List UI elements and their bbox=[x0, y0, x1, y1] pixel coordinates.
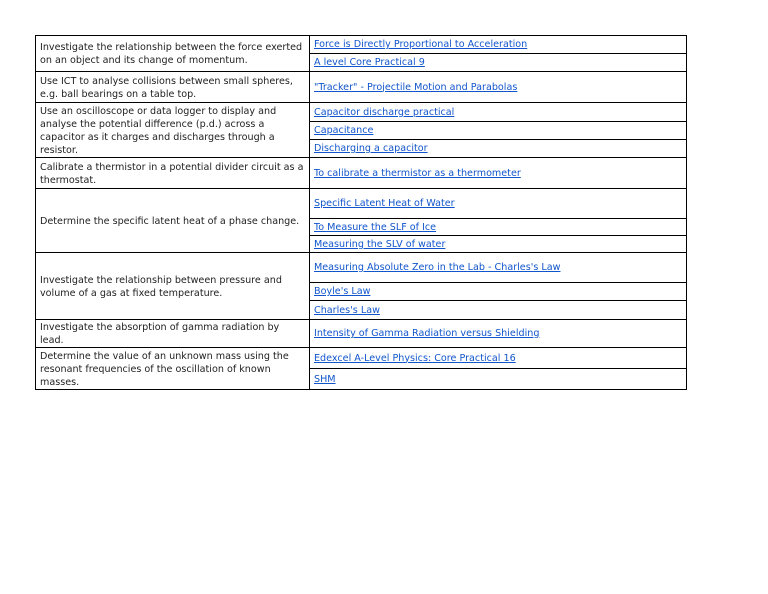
practical-description: Calibrate a thermistor in a potential divider circuit as a thermostat. bbox=[36, 158, 310, 189]
link-row bbox=[310, 73, 686, 102]
table-row bbox=[36, 36, 687, 72]
practical-description: Determine the value of an unknown mass using the resonant frequencies of the oscillation of known masses. bbox=[36, 348, 310, 390]
resource-link[interactable]: Capacitance bbox=[314, 125, 374, 136]
link-row bbox=[310, 218, 686, 235]
table-row bbox=[36, 72, 687, 103]
resource-link[interactable]: Measuring Absolute Zero in the Lab - Charles's Law bbox=[314, 262, 561, 273]
link-row bbox=[310, 253, 686, 282]
link-row bbox=[310, 189, 686, 218]
practical-links-cell bbox=[310, 320, 687, 348]
practical-links-cell bbox=[310, 36, 687, 72]
practicals-table bbox=[35, 35, 687, 390]
table-row bbox=[36, 320, 687, 348]
resource-link[interactable]: Edexcel A-Level Physics: Core Practical 16 bbox=[314, 352, 516, 364]
link-row bbox=[310, 368, 686, 389]
link-row bbox=[310, 121, 686, 139]
resource-link[interactable]: Specific Latent Heat of Water bbox=[314, 198, 455, 209]
practical-description: Investigate the relationship between the force exerted on an object and its change of momentum. bbox=[36, 36, 310, 72]
link-row bbox=[310, 282, 686, 300]
table-row bbox=[36, 189, 687, 253]
resource-link[interactable]: Charles's Law bbox=[314, 304, 380, 316]
link-row bbox=[310, 321, 686, 347]
link-row bbox=[310, 300, 686, 319]
practical-description: Use ICT to analyse collisions between small spheres, e.g. ball bearings on a table top. bbox=[36, 72, 310, 103]
link-row bbox=[310, 139, 686, 157]
resource-link[interactable]: To Measure the SLF of Ice bbox=[314, 221, 437, 233]
link-row bbox=[310, 159, 686, 188]
link-row bbox=[310, 53, 686, 71]
table-row bbox=[36, 348, 687, 390]
practical-description: Investigate the absorption of gamma radiation by lead. bbox=[36, 320, 310, 348]
link-row bbox=[310, 103, 686, 121]
resource-link[interactable]: A level Core Practical 9 bbox=[314, 57, 425, 68]
practical-links-cell bbox=[310, 189, 687, 253]
resource-link[interactable]: To calibrate a thermistor as a thermometer bbox=[314, 167, 521, 179]
table-row bbox=[36, 103, 687, 158]
resource-link[interactable]: SHM bbox=[314, 373, 336, 385]
resource-link[interactable]: Boyle's Law bbox=[314, 286, 371, 297]
resource-link[interactable]: Intensity of Gamma Radiation versus Shielding bbox=[314, 328, 540, 339]
practical-links-cell bbox=[310, 158, 687, 189]
resource-link[interactable]: Force is Directly Proportional to Acceleration bbox=[314, 39, 528, 50]
resource-link[interactable]: Measuring the SLV of water bbox=[314, 238, 446, 250]
resource-link[interactable]: Discharging a capacitor bbox=[314, 143, 428, 154]
practical-links-cell bbox=[310, 72, 687, 103]
practical-description: Determine the specific latent heat of a phase change. bbox=[36, 189, 310, 253]
practical-links-cell bbox=[310, 103, 687, 158]
practical-links-cell bbox=[310, 253, 687, 320]
practical-description: Use an oscilloscope or data logger to display and analyse the potential difference (p.d.) across a capacitor as it charges and discharges through a resistor. bbox=[36, 103, 310, 158]
table-row bbox=[36, 158, 687, 189]
resource-link[interactable]: "Tracker" - Projectile Motion and Parabolas bbox=[314, 81, 518, 93]
link-row bbox=[310, 235, 686, 252]
practical-links-cell bbox=[310, 348, 687, 390]
link-row bbox=[310, 348, 686, 368]
resource-link[interactable]: Capacitor discharge practical bbox=[314, 106, 455, 118]
practical-description: Investigate the relationship between pressure and volume of a gas at fixed temperature. bbox=[36, 253, 310, 320]
link-row bbox=[310, 36, 686, 53]
table-row bbox=[36, 253, 687, 320]
